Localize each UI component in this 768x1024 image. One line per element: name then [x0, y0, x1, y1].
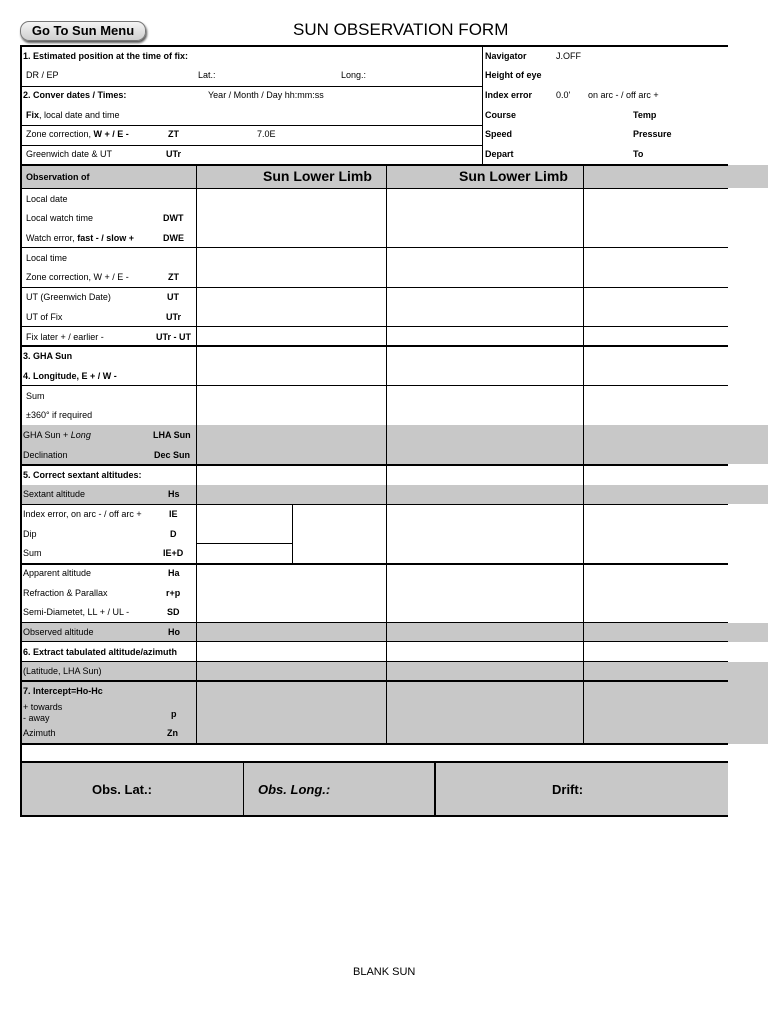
depart-label: Depart	[485, 149, 514, 159]
grid-line	[20, 247, 728, 248]
grid-line	[20, 661, 728, 662]
watch-error-label: Watch error, fast - / slow +	[26, 233, 134, 243]
zone-correction-row-label: Zone correction, W + / E -	[26, 272, 129, 282]
grid-line	[20, 45, 728, 47]
ie-abbr: IE	[169, 509, 178, 519]
grid-line	[20, 743, 728, 745]
grid-line	[20, 622, 728, 623]
ut-abbr: UT	[167, 292, 179, 302]
column-heading-1: Sun Lower Limb	[263, 168, 372, 184]
azimuth-label: Azimuth	[23, 728, 56, 738]
date-format-label: Year / Month / Day hh:mm:ss	[208, 90, 324, 100]
sextant-altitude-fill	[22, 485, 768, 504]
grid-line	[243, 763, 244, 815]
index-error-note: on arc - / off arc +	[588, 90, 659, 100]
zn-abbr: Zn	[167, 728, 178, 738]
sd-abbr: SD	[167, 607, 180, 617]
height-of-eye-label: Height of eye	[485, 70, 542, 80]
utr-ut-abbr: UTr - UT	[156, 332, 191, 342]
extract-heading: 6. Extract tabulated altitude/azimuth	[23, 647, 178, 657]
longitude-heading: 4. Longitude, E + / W -	[23, 371, 117, 381]
rp-abbr: r+p	[166, 588, 181, 598]
navigator-label: Navigator	[485, 51, 527, 61]
grid-line	[20, 125, 483, 126]
local-watch-time-label: Local watch time	[26, 213, 94, 223]
hs-abbr: Hs	[168, 489, 180, 499]
utr-abbr: UTr	[166, 149, 182, 159]
sextant-altitude-label: Sextant altitude	[23, 489, 86, 499]
grid-line	[20, 345, 728, 347]
course-label: Course	[485, 110, 517, 120]
correct-heading: 5. Correct sextant altitudes:	[23, 470, 142, 480]
grid-line	[20, 761, 728, 763]
section1-heading: 1. Estimated position at the time of fix:	[23, 51, 189, 61]
intercept-heading: 7. Intercept=Ho-Hc	[23, 686, 103, 696]
observation-label: Observation of	[26, 172, 90, 182]
dwe-abbr: DWE	[163, 233, 184, 243]
zone-correction-label: Zone correction, W + / E -	[26, 129, 129, 139]
zt-row-abbr: ZT	[168, 272, 179, 282]
grid-line	[20, 188, 728, 189]
greenwich-label: Greenwich date & UT	[26, 149, 113, 159]
grid-line	[20, 287, 728, 288]
gha-heading: 3. GHA Sun	[23, 351, 73, 361]
dec-sun-abbr: Dec Sun	[154, 450, 191, 460]
dip-label: Dip	[23, 529, 37, 539]
fix-later-label: Fix later + / earlier -	[26, 332, 104, 342]
lat-lha-label: (Latitude, LHA Sun)	[23, 666, 102, 676]
towards-label: + towards	[23, 702, 63, 712]
zt-abbr: ZT	[168, 129, 179, 139]
grid-line	[20, 680, 728, 682]
gha-sun-label: GHA Sun + Long	[23, 430, 91, 440]
sheet-name-footer: BLANK SUN	[353, 966, 416, 978]
speed-label: Speed	[485, 129, 513, 139]
dwt-abbr: DWT	[163, 213, 184, 223]
ut-greenwich-label: UT (Greenwich Date)	[26, 292, 111, 302]
ied-abbr: IE+D	[163, 548, 184, 558]
grid-line	[292, 504, 293, 564]
ha-abbr: Ha	[168, 568, 180, 578]
dr-ep-label: DR / EP	[26, 70, 59, 80]
apparent-altitude-label: Apparent altitude	[23, 568, 92, 578]
page-title: SUN OBSERVATION FORM	[293, 20, 509, 39]
navigator-value: J.OFF	[556, 51, 581, 61]
grid-line	[434, 763, 436, 815]
pressure-label: Pressure	[633, 129, 672, 139]
grid-line	[20, 385, 728, 386]
grid-line	[20, 45, 22, 817]
tabulated-fill	[22, 662, 768, 681]
d-abbr: D	[170, 529, 177, 539]
temp-label: Temp	[633, 110, 657, 120]
p-abbr: p	[171, 709, 177, 719]
grid-line	[20, 464, 728, 466]
ut-of-fix-label: UT of Fix	[26, 312, 63, 322]
obs-long-label: Obs. Long.:	[258, 782, 331, 797]
grid-line	[196, 165, 197, 744]
sum2-label: Sum	[23, 548, 42, 558]
lha-dec-fill	[22, 425, 768, 464]
fix-label: Fix, local date and time	[26, 110, 120, 120]
zone-value: 7.0E	[257, 129, 276, 139]
sum-label: Sum	[26, 391, 45, 401]
plus360-label: ±360° if required	[26, 410, 93, 420]
grid-line	[196, 543, 293, 544]
observed-altitude-label: Observed altitude	[23, 627, 94, 637]
grid-line	[20, 164, 728, 166]
observed-altitude-fill	[22, 623, 768, 642]
column-heading-2: Sun Lower Limb	[459, 168, 568, 184]
index-error-row-label: Index error, on arc - / off arc +	[23, 509, 142, 519]
index-error-value: 0.0'	[556, 90, 571, 100]
utr-row-abbr: UTr	[166, 312, 182, 322]
ho-abbr: Ho	[168, 627, 180, 637]
lat-label: Lat.:	[198, 70, 216, 80]
obs-lat-label: Obs. Lat.:	[92, 782, 152, 797]
grid-line	[583, 165, 584, 744]
refraction-label: Refraction & Parallax	[23, 588, 108, 598]
index-error-label: Index error	[485, 90, 533, 100]
grid-line	[20, 641, 728, 642]
grid-line	[482, 45, 483, 165]
observation-header-fill	[22, 165, 768, 188]
declination-label: Declination	[23, 450, 68, 460]
grid-line	[20, 326, 728, 327]
grid-line	[386, 165, 387, 744]
grid-line	[20, 145, 483, 146]
section2-heading: 2. Conver dates / Times:	[23, 90, 127, 100]
local-time-label: Local time	[26, 253, 68, 263]
grid-line	[20, 504, 728, 505]
drift-label: Drift:	[552, 782, 584, 797]
intercept-fill	[22, 681, 768, 744]
lha-sun-abbr: LHA Sun	[153, 430, 191, 440]
grid-line	[20, 815, 728, 817]
to-label: To	[633, 149, 644, 159]
grid-line	[20, 86, 483, 87]
long-label: Long.:	[341, 70, 367, 80]
semi-diameter-label: Semi-Diametet, LL + / UL -	[23, 607, 130, 617]
local-date-label: Local date	[26, 194, 68, 204]
go-to-sun-menu-button[interactable]: Go To Sun Menu	[20, 21, 146, 41]
away-label: - away	[23, 713, 50, 723]
grid-line	[20, 563, 728, 565]
